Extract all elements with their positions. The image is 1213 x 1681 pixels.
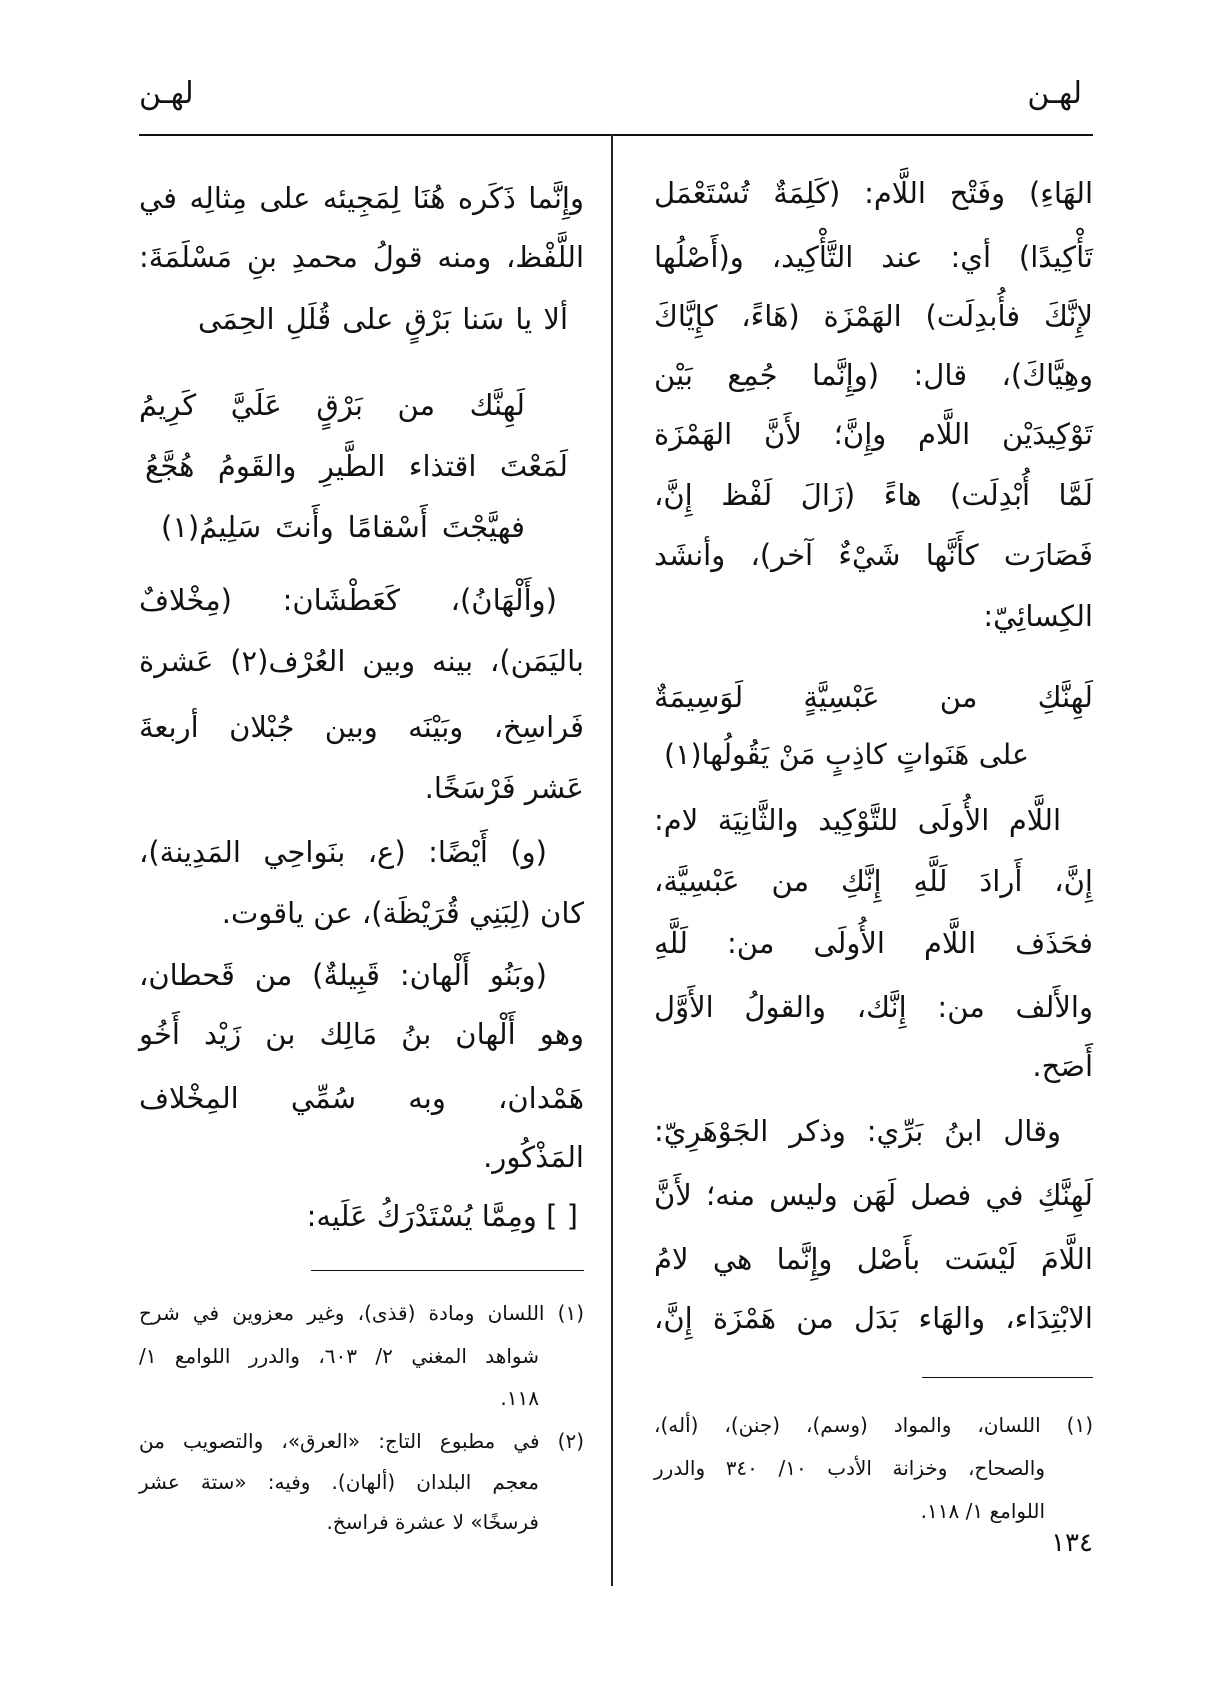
body-line: والأَلف من: إِنَّك، والقولُ الأَوَّل	[654, 990, 1093, 1024]
footnote-line: فرسخًا» لا عشرة فراسخ.	[326, 1510, 539, 1534]
verse-line: فهيَّجْتَ أَسْقامًا وأَنتَ سَلِيمُ(١)	[161, 510, 525, 544]
body-line: إِنَّ، أَرادَ لَلَّهِ إِنَّكِ من عَبْسِيَّة،	[654, 864, 1093, 898]
footnote-line: اللوامع ١/ ١١٨.	[920, 1499, 1045, 1523]
body-line: فَصَارَت كأَنَّها شَيْءٌ آخر)، وأنشَد	[654, 538, 1093, 572]
verse-line: لَهِنَّك من بَرْقٍ عَلَيَّ كَرِيمُ	[139, 388, 525, 422]
footnote-line: شواهد المغني ٢/ ٦٠٣، والدرر اللوامع ١/	[139, 1344, 539, 1368]
body-line: تَأْكِيدًا) أي: عند التَّأْكِيد، و(أَصْلُها	[654, 240, 1093, 274]
footnote-line: والصحاح، وخزانة الأدب ١٠/ ٣٤٠ والدرر	[654, 1456, 1045, 1480]
body-line: [ ] ومِمَّا يُسْتَدْرَكُ عَلَيه:	[306, 1199, 578, 1233]
body-line: الابْتِدَاء، والهَاء بَدَل من هَمْزَة إِنَّ،	[654, 1301, 1093, 1335]
body-line: فَراسِخ، وبَيْنَه وبين جُبْلان أربعةَ	[139, 710, 584, 744]
body-line: وهو أَلْهان بنُ مَالِك بن زَيْد أَخُو	[139, 1017, 584, 1051]
body-line: المَذْكُور.	[483, 1140, 584, 1174]
body-line: اللَّفْظ، ومنه قولُ محمدِ بنِ مَسْلَمَةَ:	[139, 240, 584, 274]
verse-line: لَهِنَّكِ من عَبْسِيَّةٍ لَوَسِيمَةٌ	[654, 680, 1093, 714]
body-line: الكِسائِيّ:	[983, 599, 1093, 633]
body-line: فحَذَف اللَّام الأُولَى من: لَلَّهِ	[654, 926, 1093, 960]
body-line: تَوْكِيدَيْن اللَّام وإِنَّ؛ لأَنَّ الهَمْزَة	[654, 417, 1093, 451]
running-head-left: لهـن	[139, 76, 194, 111]
body-line: اللَّام الأُولَى للتَّوْكِيد والثَّانِيَة لام:	[654, 803, 1061, 837]
verse-line: لَمَعْتَ اقتذاء الطَّيرِ والقَومُ هُجَّعُ	[145, 449, 568, 483]
verse-line: ألا يا سَنا بَرْقٍ على قُلَلِ الحِمَى	[198, 302, 568, 336]
body-line: لَهِنَّكِ في فصل لَهَن وليس منه؛ لأَنَّ	[654, 1178, 1093, 1212]
footnote-line: ١١٨.	[500, 1386, 539, 1410]
footnote-line: (١) اللسان ومادة (قذى)، وغير معزوين في شرح	[139, 1301, 584, 1325]
body-line: وإِنَّما ذَكَره هُنَا لِمَجِيئه على مِثالِه في	[139, 181, 584, 215]
body-line: باليَمَن)، بينه وبين العُرْف(٢) عَشرة	[139, 644, 584, 678]
page-number: ١٣٤	[1051, 1528, 1093, 1558]
body-line: عَشر فَرْسَخًا.	[424, 771, 584, 805]
verse-line: على هَنَواتٍ كاذِبٍ مَنْ يَقُولُها(١)	[664, 738, 1029, 771]
column-divider	[611, 134, 613, 1586]
footnote-line: (١) اللسان، والمواد (وسم)، (جنن)، (أله)،	[654, 1413, 1093, 1437]
footnote-line: معجم البلدان (ألهان). وفيه: «ستة عشر	[139, 1470, 539, 1494]
right-column	[654, 0, 1093, 1681]
footnote-rule	[922, 1377, 1093, 1378]
body-line: الهَاءِ) وفَتْح اللَّام: (كَلِمَةٌ تُسْتَعْمَل	[654, 176, 1093, 210]
body-line: أَصَح.	[1032, 1049, 1093, 1083]
body-line: (وأَلْهَانُ)، كَعَطْشَان: (مِخْلافٌ	[139, 583, 557, 617]
running-head-right: لهـن	[1027, 76, 1082, 111]
body-line: وهِيَّاكَ)، قال: (وإِنَّما جُمِع بَيْن	[654, 358, 1093, 392]
body-line: هَمْدان، وبه سُمِّي المِخْلاف	[139, 1081, 584, 1115]
left-column	[139, 0, 584, 1681]
body-line: وقال ابنُ بَرِّي: وذكر الجَوْهَرِيّ:	[654, 1114, 1061, 1148]
body-line: (وبَنُو أَلْهان: قَبِيلةٌ) من قَحطان،	[139, 958, 547, 992]
body-line: (و) أَيْضًا: (ع، بنَواحِي المَدِينة)،	[139, 835, 547, 869]
footnote-line: (٢) في مطبوع التاج: «العرق»، والتصويب من	[139, 1429, 584, 1453]
body-line: لإِنَّكَ فأُبدِلَت) الهَمْزَة (هَاءً، كإِيَّاكَ	[654, 299, 1093, 333]
body-line: كان (لِبَنِي قُرَيْظَة)، عن ياقوت.	[221, 896, 584, 930]
footnote-rule	[311, 1270, 584, 1271]
body-line: اللَّامَ لَيْسَت بأَصْل وإِنَّما هي لامُ	[654, 1242, 1093, 1276]
body-line: لَمَّا أُبْدِلَت) هاءً (زَالَ لَفْظ إِنَّ،	[654, 478, 1093, 512]
